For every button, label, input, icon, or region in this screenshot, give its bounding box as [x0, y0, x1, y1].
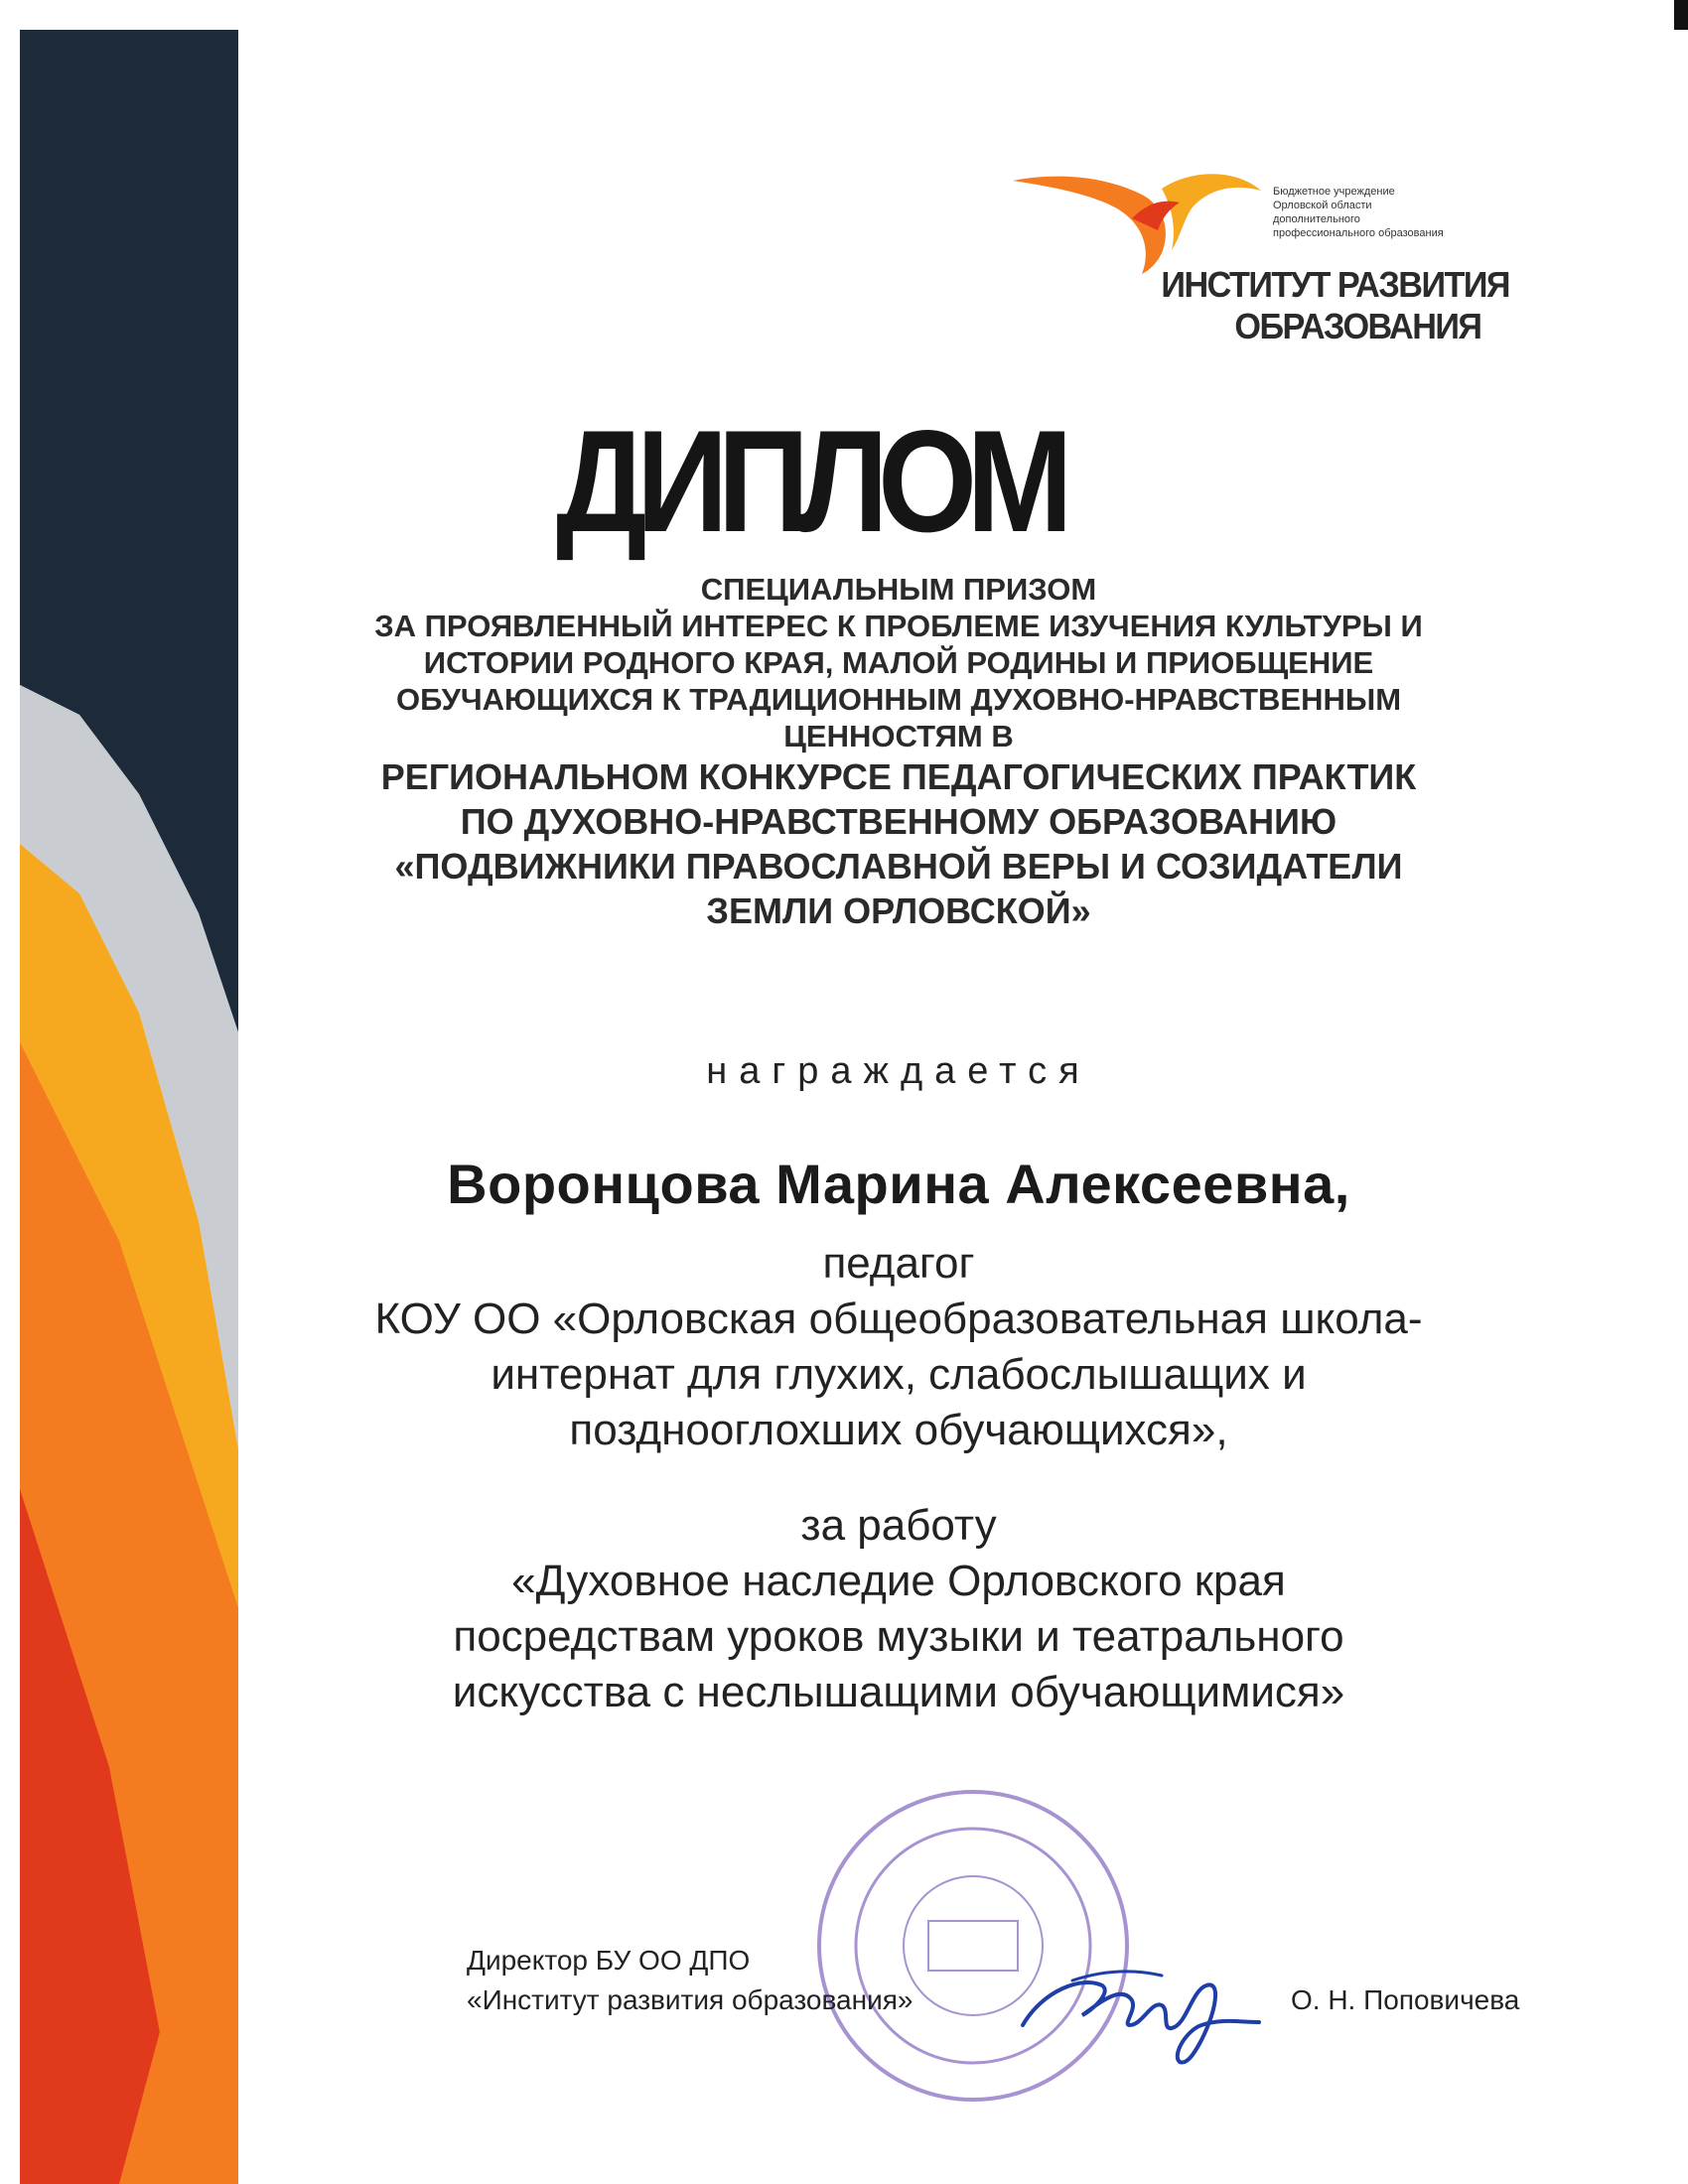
bird-logo-icon [1013, 169, 1261, 278]
decorative-band [0, 0, 238, 2184]
work-intro: за работу [800, 1501, 997, 1550]
signatory-title: Директор БУ ОО ДПО «Институт развития образования» [467, 1945, 914, 2015]
diploma-title: ДИПЛОМ [556, 400, 1062, 562]
contest-line: ПО ДУХОВНО-НРАВСТВЕННОМУ ОБРАЗОВАНИЮ [460, 801, 1337, 842]
contest-line: «ПОДВИЖНИКИ ПРАВОСЛАВНОЙ ВЕРЫ И СОЗИДАТЕЛИ [394, 846, 1403, 887]
prize-description [248, 571, 1549, 933]
logo-org-type: Бюджетное учреждение Орловской области дополнительного профессионального образования [1273, 186, 1444, 239]
awarded-label: награждается [706, 1050, 1091, 1092]
logo-name-line2: ОБРАЗОВАНИЯ [1234, 306, 1481, 346]
contest-line: РЕГИОНАЛЬНОМ КОНКУРСЕ ПЕДАГОГИЧЕСКИХ ПРАКТИК [380, 756, 1417, 797]
signature-block [467, 1941, 1609, 2050]
logo-name [1113, 264, 1509, 347]
institute-logo [1013, 169, 1509, 357]
institution-line: интернат для глухих, слабослышащих и [491, 1350, 1307, 1399]
prize-line: ИСТОРИИ РОДНОГО КРАЯ, МАЛОЙ РОДИНЫ И ПРИОБЩЕНИЕ [423, 645, 1374, 680]
contest-line: ЗЕМЛИ ОРЛОВСКОЙ» [706, 890, 1091, 931]
logo-name-line1: ИНСТИТУТ РАЗВИТИЯ [1161, 264, 1509, 305]
prize-line: СПЕЦИАЛЬНЫМ ПРИЗОМ [700, 572, 1097, 607]
recipient-name: Воронцова Марина Алексеевна, [447, 1153, 1350, 1215]
signatory-name: О. Н. Поповичева [1291, 1984, 1520, 2015]
prize-line: ЦЕННОСТЯМ В [783, 719, 1014, 753]
recipient-position: педагог [822, 1239, 975, 1288]
recipient-details [248, 1236, 1549, 1720]
institution-line: КОУ ОО «Орловская общеобразовательная школа- [374, 1295, 1423, 1343]
work-title-line: посредствам уроков музыки и театрального [453, 1612, 1344, 1661]
institution-line: позднооглохших обучающихся», [569, 1406, 1228, 1454]
prize-line: ОБУЧАЮЩИХСЯ К ТРАДИЦИОННЫМ ДУХОВНО-НРАВСТВЕННЫМ [395, 682, 1402, 717]
prize-line: ЗА ПРОЯВЛЕННЫЙ ИНТЕРЕС К ПРОБЛЕМЕ ИЗУЧЕНИЯ КУЛЬТУРЫ И [374, 609, 1423, 643]
work-title-line: искусства с неслышащими обучающимися» [452, 1668, 1345, 1716]
scan-edge [1674, 0, 1688, 30]
work-title-line: «Духовное наследие Орловского края [511, 1557, 1286, 1605]
